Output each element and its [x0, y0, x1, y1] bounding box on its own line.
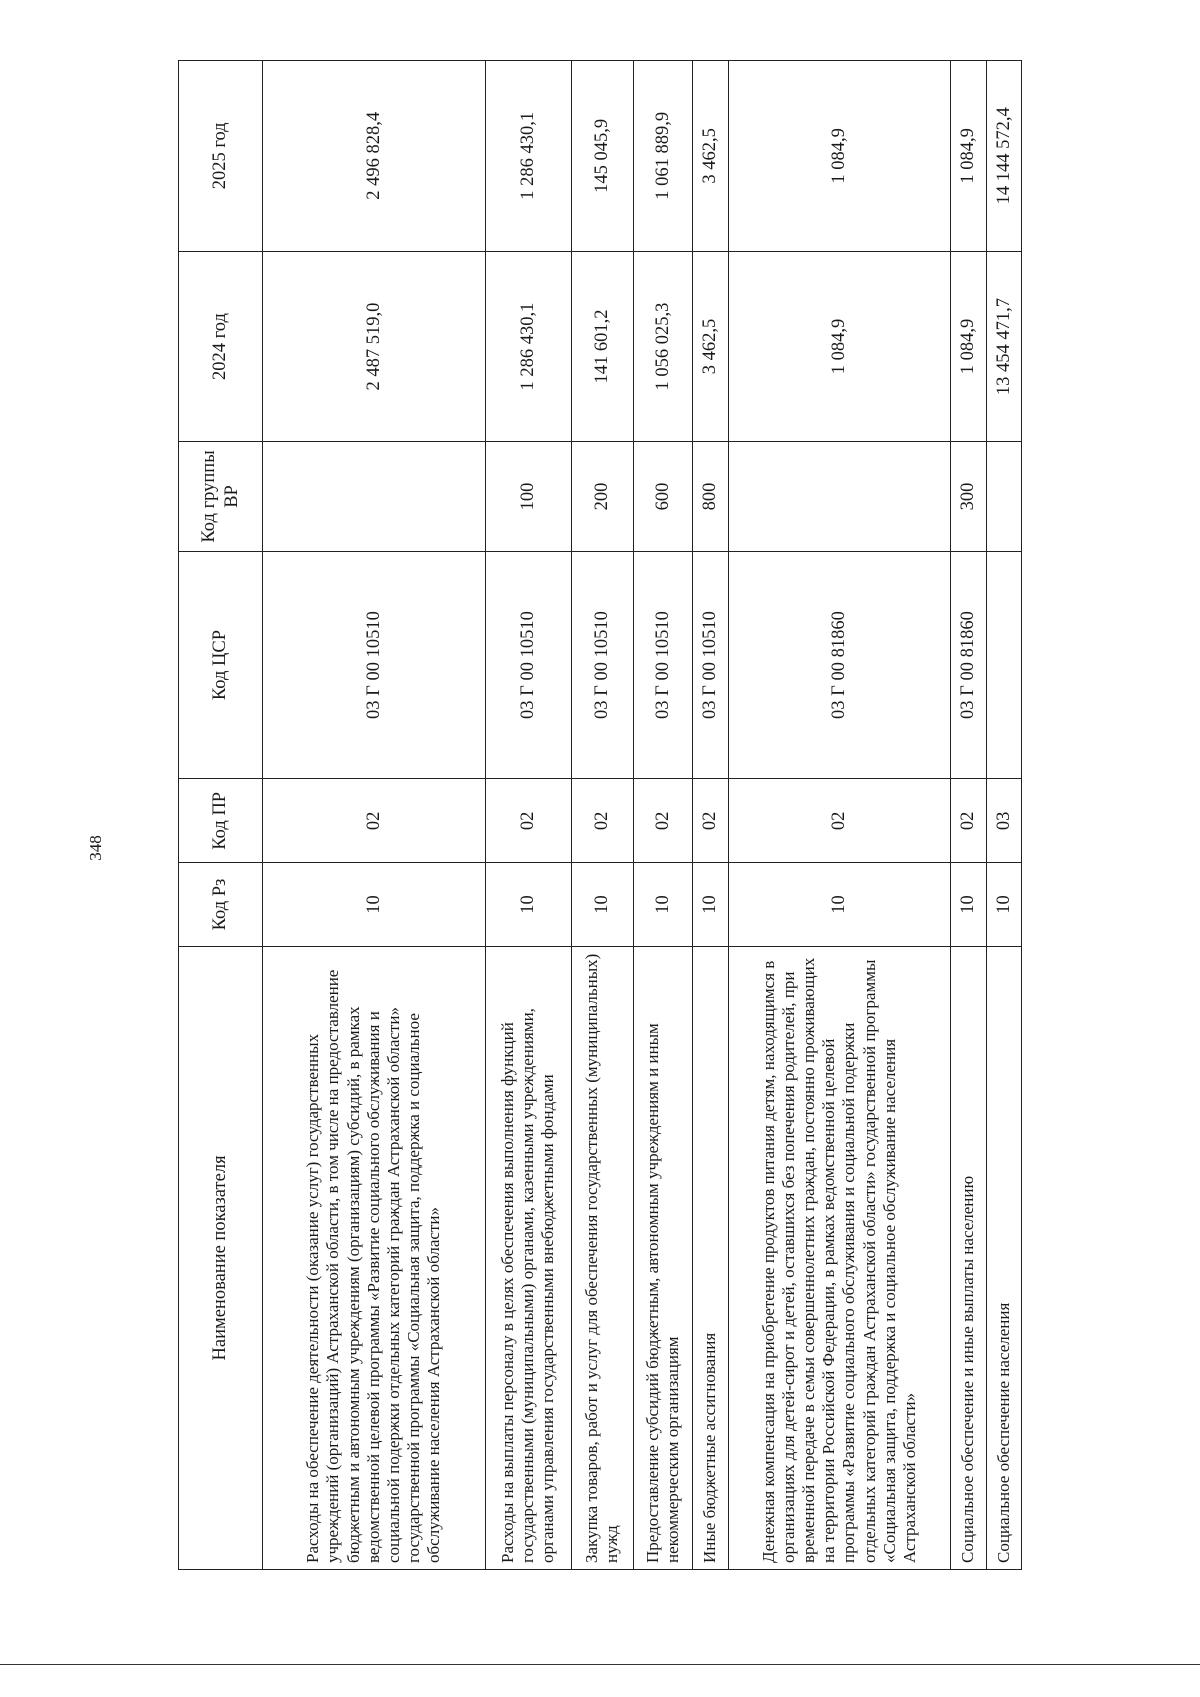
row-pr: 03 — [986, 779, 1021, 863]
row-name: Социальное обеспечение населения — [986, 946, 1021, 1569]
row-2025: 1 286 430,1 — [485, 61, 571, 252]
row-name: Социальное обеспечение и иные выплаты населению — [951, 946, 986, 1569]
row-rz: 10 — [485, 863, 571, 947]
row-pr: 02 — [728, 779, 951, 863]
row-rz: 10 — [728, 863, 951, 947]
row-vr — [263, 442, 486, 551]
budget-table — [178, 60, 1022, 1570]
row-name: Расходы на выплаты персоналу в целях обеспечения выполнения функций государственными (муниципальными) органами, казенными учреждениями, органами управления государственными внебюджетными фондами — [485, 946, 571, 1569]
row-2024: 141 601,2 — [571, 251, 633, 442]
budget-table-container — [178, 60, 1022, 1570]
row-vr — [728, 442, 951, 551]
row-rz: 10 — [263, 863, 486, 947]
table-row — [263, 61, 486, 1570]
row-name: Предоставление субсидий бюджетным, автономным учреждениям и иным некоммерческим организациям — [633, 946, 693, 1569]
row-2024: 1 084,9 — [951, 251, 986, 442]
row-csr: 03 Г 00 10510 — [485, 551, 571, 779]
row-pr: 02 — [633, 779, 693, 863]
row-vr: 100 — [485, 442, 571, 551]
header-rz: Код Рз — [179, 863, 263, 947]
row-vr: 600 — [633, 442, 693, 551]
page-number: 348 — [86, 835, 105, 861]
row-2025: 3 462,5 — [693, 61, 728, 252]
row-csr: 03 Г 00 10510 — [571, 551, 633, 779]
row-2025: 145 045,9 — [571, 61, 633, 252]
row-csr: 03 Г 00 10510 — [693, 551, 728, 779]
row-rz: 10 — [693, 863, 728, 947]
table-row — [571, 61, 633, 1570]
row-2024: 13 454 471,7 — [986, 251, 1021, 442]
row-name: Закупка товаров, работ и услуг для обеспечения государственных (муниципальных) нужд — [571, 946, 633, 1569]
row-vr: 200 — [571, 442, 633, 551]
row-2025: 2 496 828,4 — [263, 61, 486, 252]
header-csr: Код ЦСР — [179, 551, 263, 779]
row-2024: 1 056 025,3 — [633, 251, 693, 442]
row-rz: 10 — [951, 863, 986, 947]
row-csr: 03 Г 00 81860 — [951, 551, 986, 779]
row-pr: 02 — [485, 779, 571, 863]
row-pr: 02 — [263, 779, 486, 863]
row-rz: 10 — [986, 863, 1021, 947]
row-name: Иные бюджетные ассигнования — [693, 946, 728, 1569]
row-2024: 3 462,5 — [693, 251, 728, 442]
row-csr — [986, 551, 1021, 779]
row-pr: 02 — [571, 779, 633, 863]
table-row — [986, 61, 1021, 1570]
row-vr: 300 — [951, 442, 986, 551]
row-2025: 14 144 572,4 — [986, 61, 1021, 252]
row-rz: 10 — [633, 863, 693, 947]
row-2024: 2 487 519,0 — [263, 251, 486, 442]
header-pr: Код ПР — [179, 779, 263, 863]
header-2025: 2025 год — [179, 61, 263, 252]
table-row — [633, 61, 693, 1570]
row-csr: 03 Г 00 10510 — [633, 551, 693, 779]
row-pr: 02 — [693, 779, 728, 863]
row-2024: 1 286 430,1 — [485, 251, 571, 442]
table-row — [693, 61, 728, 1570]
row-2025: 1 084,9 — [951, 61, 986, 252]
row-csr: 03 Г 00 10510 — [263, 551, 486, 779]
row-vr: 800 — [693, 442, 728, 551]
row-2024: 1 084,9 — [728, 251, 951, 442]
row-vr — [986, 442, 1021, 551]
row-name: Денежная компенсация на приобретение продуктов питания детям, находящимся в организациях для детей-сирот и детей, оставшихся без попечения родителей, при временной передаче в семьи совершеннолетних граждан, постоянно проживающих на территории Российской Федерации, в рамках ведомственной целевой программы «Развитие социального обслуживания и социальной подержки отдельных категорий граждан Астраханской области» государственной программы «Социальная защита, поддержка и социальное обслуживание населения Астраханской области» — [728, 946, 951, 1569]
row-csr: 03 Г 00 81860 — [728, 551, 951, 779]
row-pr: 02 — [951, 779, 986, 863]
header-name: Наименование показателя — [179, 946, 263, 1569]
table-header-row — [179, 61, 263, 1570]
table-row — [951, 61, 986, 1570]
row-2025: 1 084,9 — [728, 61, 951, 252]
table-row — [728, 61, 951, 1570]
row-name: Расходы на обеспечение деятельности (оказание услуг) государственных учреждений (организаций) Астраханской области, в том числе на предоставление бюджетным и автономным учреждениям (организациям) субсидий, в рамках ведомственной целевой программы «Развитие социального обслуживания и социальной подержки отдельных категорий граждан Астраханской области» государственной программы «Социальная защита, поддержка и социальное обслуживание населения Астраханской области» — [263, 946, 486, 1569]
table-row — [485, 61, 571, 1570]
header-2024: 2024 год — [179, 251, 263, 442]
bottom-divider — [0, 1664, 1200, 1665]
row-rz: 10 — [571, 863, 633, 947]
row-2025: 1 061 889,9 — [633, 61, 693, 252]
header-vr: Код группы ВР — [179, 442, 263, 551]
